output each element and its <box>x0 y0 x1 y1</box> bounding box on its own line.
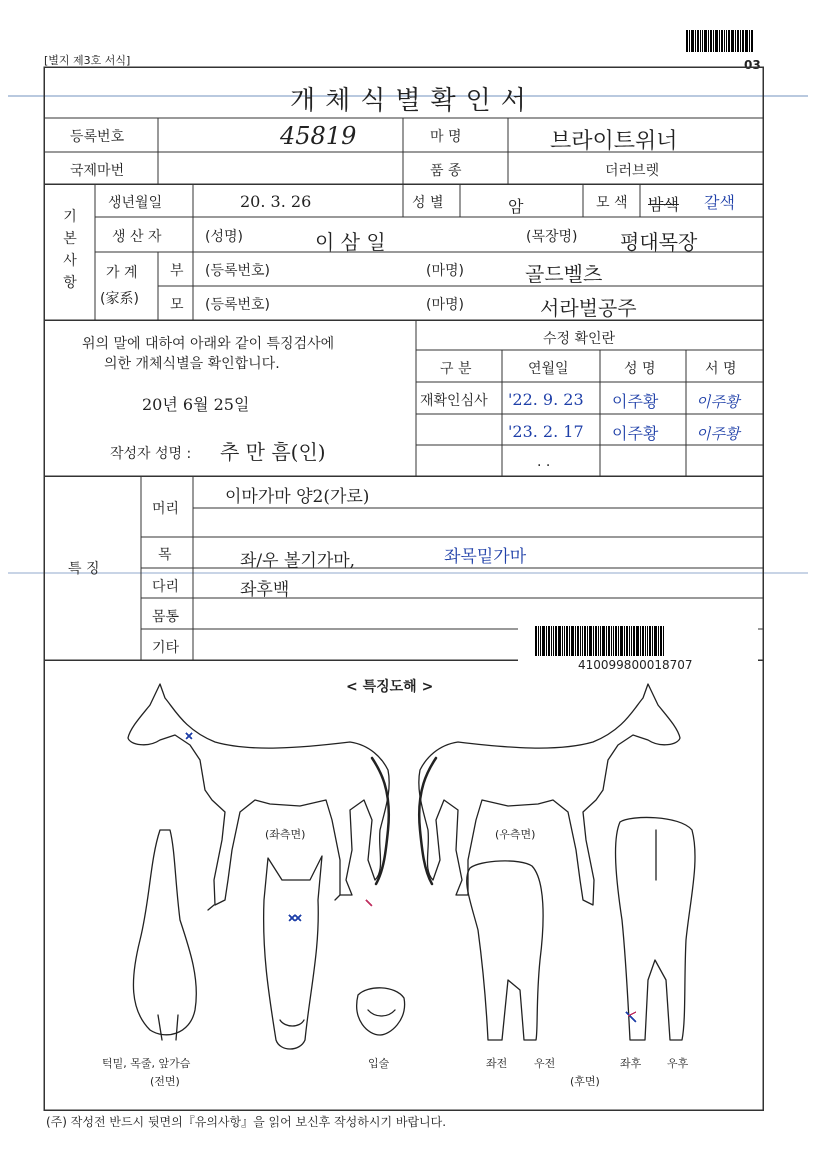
revision-row1-sign: 이주황 <box>696 393 740 411</box>
color-label: 모 색 <box>596 195 628 211</box>
sire-label: 부 <box>170 263 184 279</box>
front-neck-view <box>133 830 196 1035</box>
author-label: 작성자 성명 : <box>110 446 192 462</box>
barcode-number: 410099800018707 <box>578 658 693 672</box>
reg-no-label: 등록번호 <box>70 129 125 145</box>
left-side-caption: (좌측면) <box>265 828 306 841</box>
sex-label: 성 별 <box>412 195 444 211</box>
rear-legs-view <box>616 817 695 1040</box>
front-legs-view <box>467 861 543 1040</box>
neck-label: 목 <box>158 547 172 563</box>
left-hind-caption: 좌후 <box>620 1057 642 1070</box>
diagram-title: < 특징도해 > <box>346 679 434 695</box>
revision-row2-sign: 이주황 <box>696 425 740 443</box>
left-front-caption: 좌전 <box>486 1057 508 1070</box>
revision-title: 수정 확인란 <box>543 331 616 347</box>
dam-reg-no-label: (등록번호) <box>205 297 271 313</box>
dam-value: 서라벌공주 <box>540 296 637 320</box>
left-side-horse <box>128 684 389 905</box>
head-value: 이마가마 양2(가로) <box>225 487 370 507</box>
features-side-label: 특 징 <box>68 561 100 577</box>
lips-view <box>357 988 405 1035</box>
revision-row1-type: 재확인심사 <box>420 393 488 409</box>
front-head-view <box>264 856 322 1049</box>
confirm-date: 20년 6월 25일 <box>142 395 250 414</box>
pedigree-hanja: (家系) <box>100 291 139 307</box>
revision-header-sign: 서 명 <box>705 361 737 377</box>
page-title: 개체식별확인서 <box>290 86 536 116</box>
rear-caption: (후면) <box>570 1075 600 1088</box>
revision-row1-name: 이주황 <box>612 392 659 411</box>
pedigree-label: 가 계 <box>106 265 138 281</box>
birth-value: 20. 3. 26 <box>240 192 312 211</box>
horse-name-value: 브라이트위너 <box>550 129 678 154</box>
author-value: 추 만 흠(인) <box>220 440 326 464</box>
sex-value: 암 <box>508 197 524 216</box>
color-struck-value: 밤색 <box>648 195 679 214</box>
reg-no-value: 45819 <box>280 122 357 150</box>
producer-label: 생 산 자 <box>112 229 162 245</box>
lips-caption: 입술 <box>368 1057 390 1070</box>
breed-label: 품 종 <box>430 163 462 179</box>
right-side-horse <box>419 684 680 905</box>
sire-value: 골드벨츠 <box>525 262 603 286</box>
footer-note: (주) 작성전 반드시 뒷면의『유의사항』을 읽어 보신후 작성하시기 바랍니다. <box>46 1115 447 1129</box>
revision-row3-date: . . <box>537 454 551 470</box>
farm-value: 평대목장 <box>620 230 698 254</box>
revision-header-date: 연월일 <box>528 361 569 377</box>
dam-name-label: (마명) <box>426 297 464 313</box>
right-front-caption: 우전 <box>534 1057 556 1070</box>
intl-name-label: 국제마번 <box>70 163 125 179</box>
color-value: 갈색 <box>704 193 735 212</box>
form-id: [별지 제3호 서식] <box>44 54 131 67</box>
right-side-caption: (우측면) <box>495 828 536 841</box>
farm-label: (목장명) <box>526 229 578 245</box>
other-label: 기타 <box>152 640 180 656</box>
horse-name-label: 마 명 <box>430 129 462 145</box>
birth-label: 생년월일 <box>108 195 163 211</box>
basic-side-label: 기본사항 <box>63 209 77 291</box>
page-code: 03 <box>744 58 761 72</box>
confirm-line-1: 위의 말에 대하여 아래와 같이 특징검사에 <box>82 336 335 352</box>
revision-row2-name: 이주황 <box>612 424 659 443</box>
revision-header-type: 구 분 <box>440 361 472 377</box>
neck-extra-value: 좌목밑가마 <box>444 547 527 567</box>
front-view-caption: (전면) <box>150 1075 180 1088</box>
dam-label: 모 <box>170 297 184 313</box>
neck-value: 좌/우 볼기가마, <box>240 551 356 571</box>
sire-reg-no-label: (등록번호) <box>205 263 271 279</box>
confirm-line-2: 의한 개체식별을 확인합니다. <box>104 356 280 372</box>
body-label: 몸통 <box>152 609 180 625</box>
front-caption: 턱밑, 목줄, 앞가슴 <box>102 1057 191 1070</box>
producer-name-value: 이 삼 일 <box>315 230 386 254</box>
revision-header-name: 성 명 <box>624 361 656 377</box>
right-hind-caption: 우후 <box>667 1057 689 1070</box>
leg-label: 다리 <box>152 579 180 595</box>
producer-name-label: (성명) <box>205 229 243 245</box>
sire-name-label: (마명) <box>426 263 464 279</box>
revision-row1-date: '22. 9. 23 <box>508 390 584 409</box>
breed-value: 더러브렛 <box>605 163 660 179</box>
leg-value: 좌후백 <box>240 580 290 600</box>
revision-row2-date: '23. 2. 17 <box>508 422 584 441</box>
head-label: 머리 <box>152 501 180 517</box>
